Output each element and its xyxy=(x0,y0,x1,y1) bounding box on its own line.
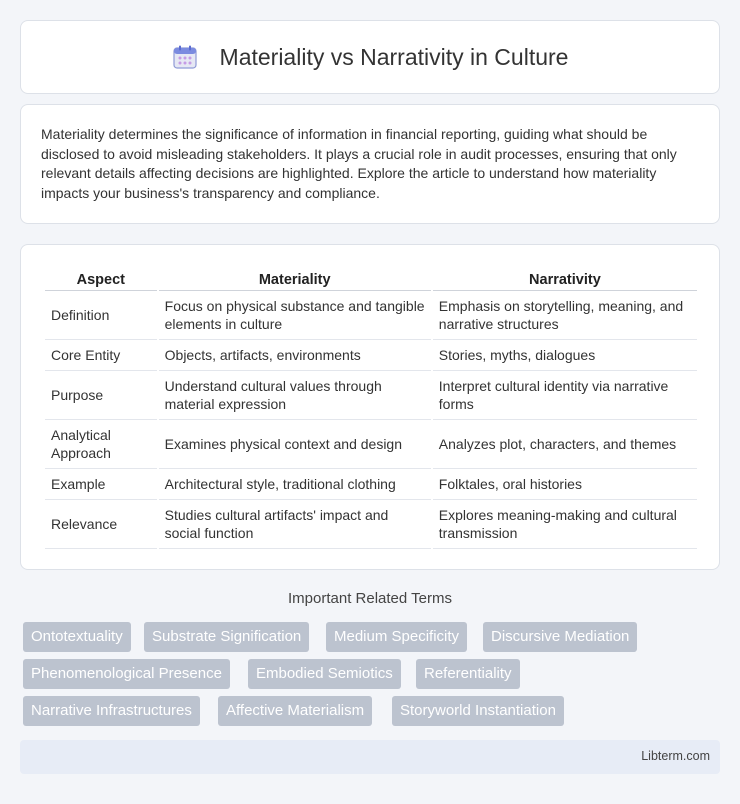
comparison-table-card xyxy=(20,244,720,570)
table-row xyxy=(45,420,697,469)
term-tag[interactable]: Affective Materialism xyxy=(218,696,372,726)
table-cell: Purpose xyxy=(45,371,157,420)
term-tag[interactable]: Substrate Signification xyxy=(144,622,309,652)
table-header-row xyxy=(45,265,697,291)
intro-card xyxy=(20,104,720,224)
header-aspect: Aspect xyxy=(45,265,157,291)
header-materiality: Materiality xyxy=(159,265,431,291)
term-tag[interactable]: Referentiality xyxy=(416,659,520,689)
table-cell: Folktales, oral histories xyxy=(433,469,697,500)
term-tag[interactable]: Medium Specificity xyxy=(326,622,467,652)
term-tag[interactable]: Narrative Infrastructures xyxy=(23,696,200,726)
calendar-icon xyxy=(172,44,198,70)
table-cell: Example xyxy=(45,469,157,500)
table-row xyxy=(45,340,697,371)
comparison-table xyxy=(43,265,699,549)
table-cell: Analyzes plot, characters, and themes xyxy=(433,420,697,469)
table-cell: Studies cultural artifacts' impact and social function xyxy=(159,500,431,549)
table-cell: Emphasis on storytelling, meaning, and narrative structures xyxy=(433,291,697,340)
related-terms-title: Important Related Terms xyxy=(288,590,452,607)
table-cell: Relevance xyxy=(45,500,157,549)
table-row xyxy=(45,500,697,549)
table-cell: Architectural style, traditional clothing xyxy=(159,469,431,500)
table-cell: Explores meaning-making and cultural transmission xyxy=(433,500,697,549)
header-narrativity: Narrativity xyxy=(433,265,697,291)
term-tag[interactable]: Storyworld Instantiation xyxy=(392,696,564,726)
table-cell: Understand cultural values through material expression xyxy=(159,371,431,420)
table-cell: Objects, artifacts, environments xyxy=(159,340,431,371)
term-tag[interactable]: Discursive Mediation xyxy=(483,622,637,652)
header-card xyxy=(20,20,720,94)
table-cell: Core Entity xyxy=(45,340,157,371)
page-title: Materiality vs Narrativity in Culture xyxy=(219,43,569,70)
term-tag[interactable]: Ontotextuality xyxy=(23,622,131,652)
footer-site-link[interactable]: Libterm.com xyxy=(641,749,710,763)
intro-text: Materiality determines the significance of information in financial reporting, guiding what should be disclosed to avoid misleading stakeholders. It plays a crucial role in audit processes, ensuring that only relevant details affecting decisions are highlighted. Explore the article to understand how materiality impacts your business's transparency and compliance. xyxy=(41,126,677,201)
table-row xyxy=(45,371,697,420)
footer xyxy=(20,740,720,774)
table-cell: Definition xyxy=(45,291,157,340)
table-cell: Focus on physical substance and tangible elements in culture xyxy=(159,291,431,340)
table-cell: Examines physical context and design xyxy=(159,420,431,469)
table-cell: Stories, myths, dialogues xyxy=(433,340,697,371)
table-cell: Interpret cultural identity via narrative forms xyxy=(433,371,697,420)
table-row xyxy=(45,469,697,500)
table-row xyxy=(45,291,697,340)
table-cell: Analytical Approach xyxy=(45,420,157,469)
term-tag[interactable]: Embodied Semiotics xyxy=(248,659,401,689)
term-tag[interactable]: Phenomenological Presence xyxy=(23,659,230,689)
